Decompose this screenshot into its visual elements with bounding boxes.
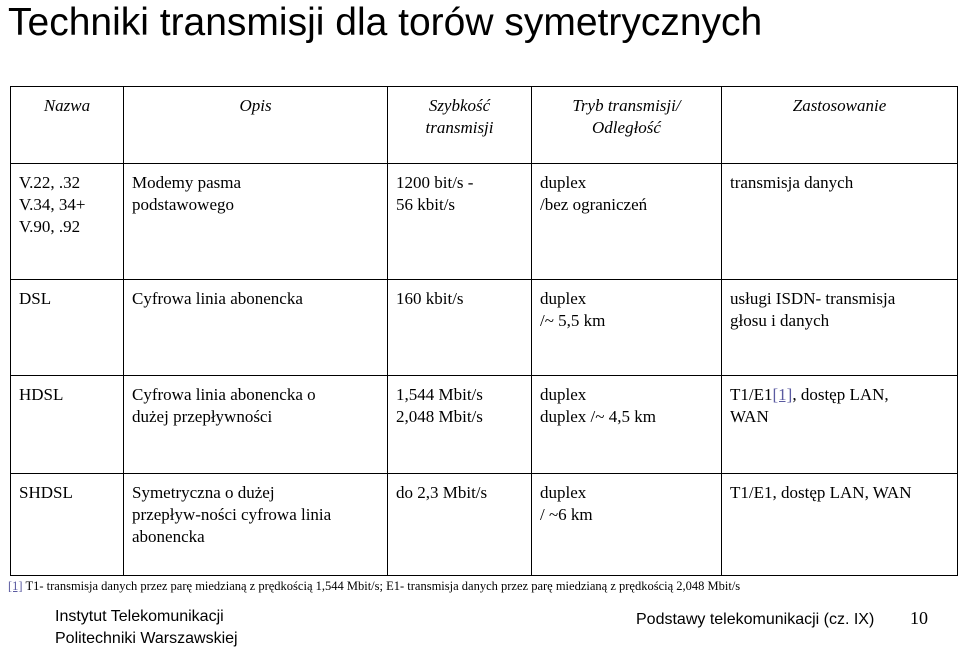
table-header-row [11,87,958,164]
cell-description: Cyfrowa linia abonencka [124,280,388,376]
header-usage: Zastosowanie [722,87,958,164]
cell-usage: usługi ISDN- transmisja głosu i danych [722,280,958,376]
footnote-ref-link[interactable]: [1] [772,385,793,405]
cell-description: Modemy pasma podstawowego [124,163,388,280]
footnote-text: T1- transmisja danych przez parę miedzianą z prędkością 1,544 Mbit/s; E1- transmisja danych przez parę miedzianą z prędkością 2,048 Mbit/s [22,579,741,593]
cell-name: HDSL [11,376,124,474]
cell-description: Cyfrowa linia abonencka o dużej przepływności [124,376,388,474]
cell-name: V.22, .32 V.34, 34+ V.90, .92 [11,163,124,280]
header-name: Nazwa [11,87,124,164]
cell-description: Symetryczna o dużej przepływ-ności cyfrowa linia abonencka [124,473,388,575]
cell-speed: 1,544 Mbit/s 2,048 Mbit/s [388,376,532,474]
cell-name: DSL [11,280,124,376]
table-row [11,163,958,280]
footer-course: Podstawy telekomunikacji (cz. IX) [636,611,875,628]
table-row [11,473,958,575]
table-row [11,376,958,474]
footer-institution: Instytut Telekomunikacji Politechniki Warszawskiej [55,608,238,647]
cell-mode-distance: duplex duplex /~ 4,5 km [532,376,722,474]
cell-usage: transmisja danych [722,163,958,280]
transmission-table [10,86,958,576]
header-description: Opis [124,87,388,164]
cell-speed: 1200 bit/s - 56 kbit/s [388,163,532,280]
cell-mode-distance: duplex / ~6 km [532,473,722,575]
footnote-anchor-link[interactable]: [1] [8,579,23,593]
cell-usage: T1/E1, dostęp LAN, WAN [722,473,958,575]
cell-speed: do 2,3 Mbit/s [388,473,532,575]
cell-mode-distance: duplex /bez ograniczeń [532,163,722,280]
header-speed: Szybkość transmisji [388,87,532,164]
cell-usage [722,376,958,474]
footnote [8,579,740,594]
header-mode-distance: Tryb transmisji/ Odległość [532,87,722,164]
cell-mode-distance: duplex /~ 5,5 km [532,280,722,376]
cell-speed: 160 kbit/s [388,280,532,376]
usage-prefix: T1/E1 [730,385,773,405]
usage-suffix: , dostęp LAN, WAN [730,385,889,427]
slide-title: Techniki transmisji dla torów symetrycznych [8,1,763,44]
page-number: 10 [910,608,928,628]
table-row [11,280,958,376]
cell-name: SHDSL [11,473,124,575]
